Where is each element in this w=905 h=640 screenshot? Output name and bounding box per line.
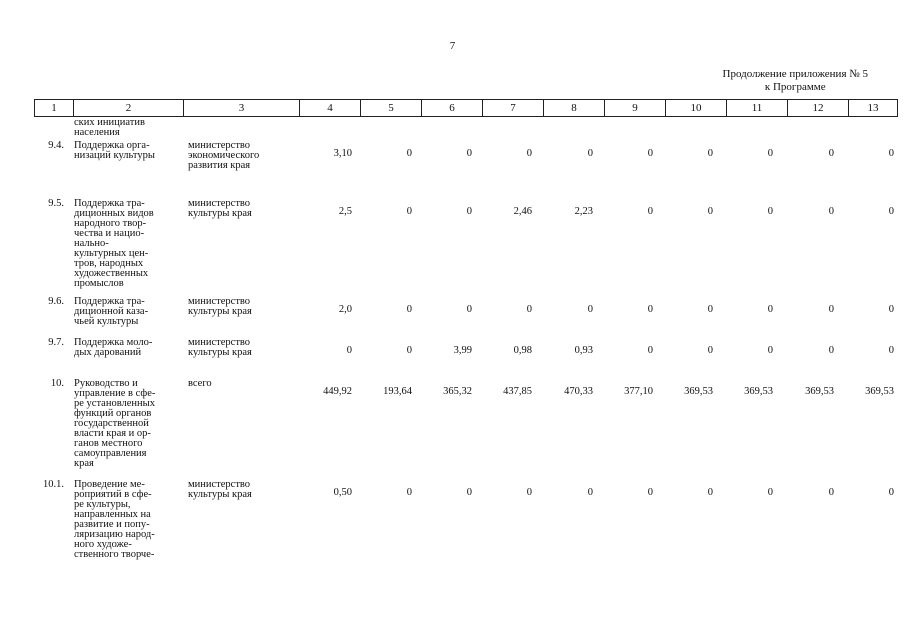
value-col-8: 0	[587, 487, 593, 498]
activity-name-line: диционной каза-	[74, 306, 149, 317]
value-col-6: 365,32	[443, 386, 472, 397]
value-col-12: 369,53	[805, 386, 834, 397]
value-col-9: 0	[647, 304, 653, 315]
value-col-5: 0	[406, 345, 412, 356]
header-row	[35, 100, 898, 117]
value-col-13: 0	[888, 304, 894, 315]
executor-line: культуры края	[188, 489, 252, 500]
value-col-6: 3,99	[453, 345, 472, 356]
activity-name	[74, 379, 184, 469]
value-col-8: 2,23	[574, 206, 593, 217]
value-col-11: 0	[767, 304, 773, 315]
value-col-4: 449,92	[323, 386, 352, 397]
header-col-8: 8	[544, 100, 605, 117]
value-col-13: 0	[888, 345, 894, 356]
header-col-11: 11	[727, 100, 788, 117]
row-number: 9.7.	[48, 337, 64, 348]
value-col-13: 0	[888, 206, 894, 217]
activity-name-line: Руководство и	[74, 378, 138, 389]
activity-name-line: диционных видов	[74, 208, 154, 219]
value-col-11: 369,53	[744, 386, 773, 397]
page-number: 7	[449, 40, 456, 52]
value-col-10: 0	[707, 206, 713, 217]
value-col-10: 0	[707, 304, 713, 315]
activity-name	[74, 141, 184, 161]
activity-name-line: чьей культуры	[74, 316, 139, 327]
value-col-9: 0	[647, 345, 653, 356]
activity-name-line: Поддержка орга-	[74, 140, 150, 151]
value-col-6: 0	[466, 206, 472, 217]
activity-name-line: ляризацию народ-	[74, 529, 155, 540]
header-col-7: 7	[483, 100, 544, 117]
value-col-10: 369,53	[684, 386, 713, 397]
activity-name-line: направленных на	[74, 509, 151, 520]
activity-name-line: развитие и попу-	[74, 519, 150, 530]
value-col-4: 2,5	[338, 206, 352, 217]
header-col-3: 3	[184, 100, 300, 117]
executor-line: развития края	[188, 160, 251, 171]
value-col-5: 193,64	[383, 386, 412, 397]
value-col-5: 0	[406, 206, 412, 217]
value-col-9: 0	[647, 487, 653, 498]
value-col-11: 0	[767, 487, 773, 498]
value-col-6: 0	[466, 304, 472, 315]
value-col-5: 0	[406, 148, 412, 159]
executor-line: министерство	[188, 296, 251, 307]
value-col-5: 0	[406, 487, 412, 498]
activity-name-line: Поддержка тра-	[74, 198, 145, 209]
value-col-7: 2,46	[513, 206, 532, 217]
value-col-10: 0	[707, 487, 713, 498]
value-col-13: 369,53	[865, 386, 894, 397]
activity-name-line: населения	[74, 127, 120, 138]
executor-line: культуры края	[188, 347, 252, 358]
activity-name-line: Проведение ме-	[74, 479, 145, 490]
value-col-4: 2,0	[338, 304, 352, 315]
activity-name-line: чества и нацио-	[74, 228, 145, 239]
value-col-9: 0	[647, 148, 653, 159]
executor	[188, 338, 300, 358]
value-col-7: 0	[526, 304, 532, 315]
value-col-8: 470,33	[564, 386, 593, 397]
activity-name	[74, 480, 184, 560]
row-number: 9.6.	[48, 296, 64, 307]
activity-name-line: ганов местного	[74, 438, 143, 449]
activity-name-line: ственного творче-	[74, 549, 155, 560]
activity-name-line: самоуправления	[74, 448, 147, 459]
row-number: 10.1.	[43, 479, 64, 490]
executor-line: министерство	[188, 198, 251, 209]
row-number: 9.4.	[48, 140, 64, 151]
executor-line: культуры края	[188, 306, 252, 317]
row-number: 10.	[50, 378, 64, 389]
value-col-9: 0	[647, 206, 653, 217]
value-col-9: 377,10	[624, 386, 653, 397]
value-col-13: 0	[888, 148, 894, 159]
header-col-9: 9	[605, 100, 666, 117]
executor	[188, 297, 300, 317]
activity-name-line: ре установленных	[74, 398, 155, 409]
value-col-10: 0	[707, 345, 713, 356]
value-col-4: 0	[346, 345, 352, 356]
value-col-12: 0	[828, 206, 834, 217]
activity-name	[74, 338, 184, 358]
header-col-4: 4	[300, 100, 361, 117]
continuation-line-2: к Программе	[764, 81, 826, 93]
activity-name-line: ских инициатив	[74, 117, 145, 128]
activity-name-line: роприятий в сфе-	[74, 489, 152, 500]
activity-name-line: государственной	[74, 418, 149, 429]
header-col-5: 5	[361, 100, 422, 117]
activity-name-line: художественных	[74, 268, 149, 279]
activity-name-line: ре культуры,	[74, 499, 131, 510]
activity-name-line: функций органов	[74, 408, 152, 419]
header-col-13: 13	[849, 100, 898, 117]
activity-name-line: ного художе-	[74, 539, 132, 550]
value-col-7: 0,98	[513, 345, 532, 356]
executor-line: министерство	[188, 140, 251, 151]
value-col-8: 0	[587, 148, 593, 159]
value-col-12: 0	[828, 148, 834, 159]
continuation-line-1: Продолжение приложения № 5	[722, 68, 868, 80]
executor-line: культуры края	[188, 208, 252, 219]
value-col-12: 0	[828, 345, 834, 356]
value-col-12: 0	[828, 487, 834, 498]
header-col-2: 2	[74, 100, 184, 117]
value-col-7: 437,85	[503, 386, 532, 397]
value-col-8: 0,93	[574, 345, 593, 356]
value-col-4: 0,50	[333, 487, 352, 498]
value-col-11: 0	[767, 206, 773, 217]
value-col-10: 0	[707, 148, 713, 159]
column-number-header	[34, 99, 898, 117]
header-col-1: 1	[35, 100, 74, 117]
activity-name-line: низаций культуры	[74, 150, 155, 161]
executor	[188, 379, 300, 389]
activity-name-line: Поддержка моло-	[74, 337, 153, 348]
activity-name	[74, 297, 184, 327]
value-col-4: 3,10	[333, 148, 352, 159]
activity-name-line: Поддержка тра-	[74, 296, 145, 307]
value-col-7: 0	[526, 487, 532, 498]
value-col-8: 0	[587, 304, 593, 315]
activity-name-line: промыслов	[74, 278, 124, 289]
value-col-12: 0	[828, 304, 834, 315]
executor-line: экономического	[188, 150, 260, 161]
executor-line: министерство	[188, 337, 251, 348]
activity-name-line: нально-	[74, 238, 109, 249]
executor	[188, 199, 300, 219]
header-col-12: 12	[788, 100, 849, 117]
continuation-note	[723, 68, 868, 94]
value-col-6: 0	[466, 487, 472, 498]
activity-name-line: дых дарований	[74, 347, 142, 358]
activity-name-line: культурных цен-	[74, 248, 149, 259]
value-col-7: 0	[526, 148, 532, 159]
activity-name-line: управление в сфе-	[74, 388, 156, 399]
value-col-13: 0	[888, 487, 894, 498]
value-col-5: 0	[406, 304, 412, 315]
row-number: 9.5.	[48, 198, 64, 209]
activity-name	[74, 199, 184, 289]
value-col-11: 0	[767, 148, 773, 159]
executor	[188, 141, 300, 171]
activity-name-line: власти края и ор-	[74, 428, 151, 439]
activity-name-line: народного твор-	[74, 218, 147, 229]
header-col-10: 10	[666, 100, 727, 117]
header-col-6: 6	[422, 100, 483, 117]
executor-line: всего	[188, 378, 212, 389]
activity-name-line: края	[74, 458, 94, 469]
executor-line: министерство	[188, 479, 251, 490]
value-col-6: 0	[466, 148, 472, 159]
value-col-11: 0	[767, 345, 773, 356]
activity-name	[74, 118, 184, 138]
activity-name-line: тров, народных	[74, 258, 144, 269]
executor	[188, 480, 300, 500]
